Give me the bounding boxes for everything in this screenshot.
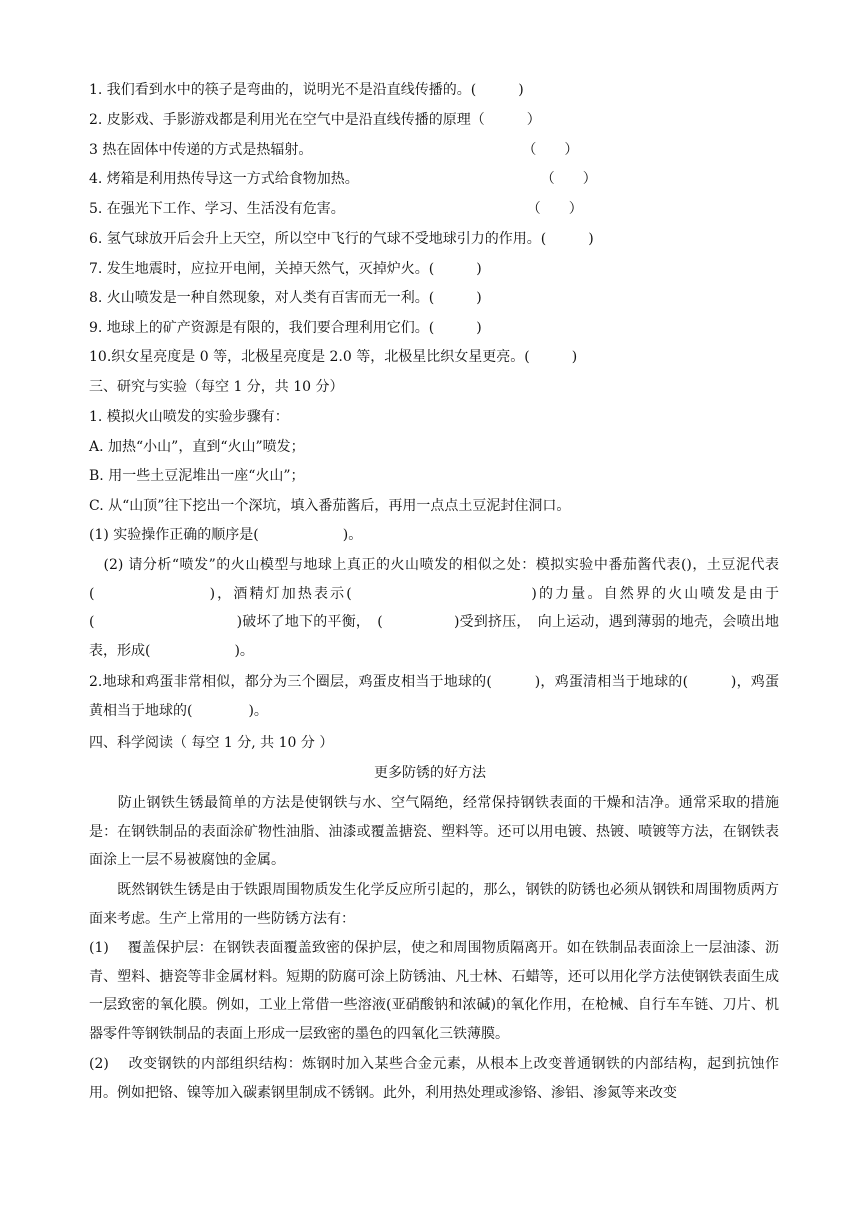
- tf-question-2: 2. 皮影戏、手影游戏都是利用光在空气中是沿直线传播的原理（ ）: [89, 112, 541, 128]
- tf-question-1: 1. 我们看到水中的筷子是弯曲的，说明光不是沿直线传播的。( ): [89, 82, 524, 98]
- section3-q1-part1: (1) 实验操作正确的顺序是( )。: [89, 527, 363, 543]
- article-paragraph-4: (2) 改变钢铁的内部组织结构：炼钢时加入某些合金元素，从根本上改变普通钢铁的内部结构，起到抗蚀作用。例如把铬、镍等加入碳素钢里制成不锈钢。此外，利用热处理或渗铬、渗铝、渗氮等来改变: [89, 1056, 779, 1101]
- section3-q2: 2.地球和鸡蛋非常相似，都分为三个圈层，鸡蛋皮相当于地球的( )，鸡蛋清相当于地球的( )，鸡蛋黄相当于地球的( )。: [89, 674, 779, 719]
- article-paragraph-3: (1) 覆盖保护层：在钢铁表面覆盖致密的保护层，使之和周围物质隔离开。如在铁制品表面涂上一层油漆、沥青、塑料、搪瓷等非金属材料。短期的防腐可涂上防锈油、凡士林、石蜡等，还可以用化学方法使钢铁表面生成一层致密的氧化膜。例如，工业上常借一些溶液(亚硝酸钠和浓碱)的氧化作用，在枪械、自行车车链、刀片、机器零件等钢铁制品的表面上形成一层致密的墨色的四氧化三铁薄膜。: [89, 940, 779, 1042]
- section3-q1-part2: (2) 请分析“喷发”的火山模型与地球上真正的火山喷发的相似之处：模拟实验中番茄酱代表()，土豆泥代表( )，酒精灯加热表示( )的力量。自然界的火山喷发是由于( )破坏了地下的平衡， ( )受到挤压， 向上运动，遇到薄弱的地壳，会喷出地表，形成( )。: [89, 557, 779, 659]
- article-paragraph-1: 防止钢铁生锈最简单的方法是使钢铁与水、空气隔绝，经常保持钢铁表面的干燥和洁净。通常采取的措施是：在钢铁制品的表面涂矿物性油脂、油漆或覆盖搪瓷、塑料等。还可以用电镀、热镀、喷镀等方法，在钢铁表面涂上一层不易被腐蚀的金属。: [89, 795, 779, 868]
- tf-question-3: 3 热在固体中传递的方式是热辐射。 （ ）: [89, 142, 579, 158]
- section3-title: 三、研究与实验（每空 1 分，共 10 分）: [89, 379, 344, 395]
- step-c: C. 从“山顶”往下挖出一个深坑，填入番茄酱后，再用一点点土豆泥封住洞口。: [89, 498, 571, 514]
- tf-question-4: 4. 烤箱是利用热传导这一方式给食物加热。 （ ）: [89, 171, 597, 187]
- tf-question-10: 10.织女星亮度是 0 等，北极星亮度是 2.0 等，北极星比织女星更亮。( ): [89, 349, 578, 365]
- tf-question-8: 8. 火山喷发是一种自然现象，对人类有百害而无一利。( ): [89, 290, 482, 306]
- tf-question-7: 7. 发生地震时，应拉开电闸，关掉天然气，灭掉炉火。( ): [89, 261, 482, 277]
- article-paragraph-2: 既然钢铁生锈是由于铁跟周围物质发生化学反应所引起的，那么，钢铁的防锈也必须从钢铁和周围物质两方面来考虑。生产上常用的一些防锈方法有：: [89, 882, 779, 927]
- section3-q1: 1. 模拟火山喷发的实验步骤有：: [89, 409, 289, 425]
- tf-question-5: 5. 在强光下工作、学习、生活没有危害。 （ ）: [89, 201, 583, 217]
- step-a: A. 加热“小山”，直到“火山”喷发；: [89, 439, 305, 455]
- section4-title: 四、科学阅读（ 每空 1 分, 共 10 分 ）: [89, 735, 334, 751]
- step-b: B. 用一些土豆泥堆出一座“火山”；: [89, 468, 305, 484]
- article-title: 更多防锈的好方法: [374, 765, 486, 781]
- tf-question-9: 9. 地球上的矿产资源是有限的，我们要合理利用它们。( ): [89, 320, 482, 336]
- tf-question-6: 6. 氢气球放开后会升上天空，所以空中飞行的气球不受地球引力的作用。( ): [89, 231, 594, 247]
